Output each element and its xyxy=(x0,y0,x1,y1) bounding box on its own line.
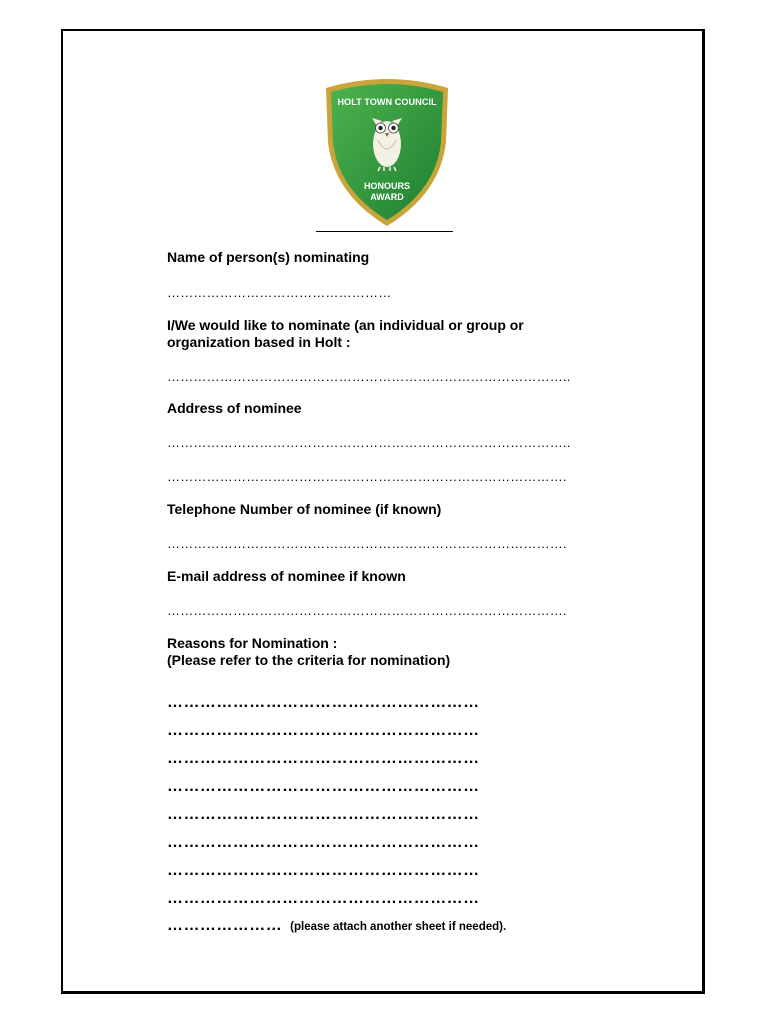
logo-title: HOLT TOWN COUNCIL xyxy=(337,97,437,107)
attach-note: (please attach another sheet if needed). xyxy=(290,921,507,933)
address-label: Address of nominee xyxy=(167,400,302,416)
logo-award: AWARD xyxy=(370,192,404,202)
telephone-label: Telephone Number of nominee (if known) xyxy=(167,501,442,517)
reasons-line[interactable]: ………………………………………………… xyxy=(167,778,480,795)
reasons-line[interactable]: ………………………………………………… xyxy=(167,834,480,851)
logo-underline xyxy=(316,231,453,232)
nominator-field[interactable]: …………………………………………… xyxy=(167,285,392,300)
reasons-label: Reasons for Nomination : xyxy=(167,635,338,651)
nominator-label: Name of person(s) nominating xyxy=(167,249,370,265)
address-field-2[interactable]: ………………………………………………………………………………. xyxy=(167,469,567,484)
address-field-1[interactable]: ……………………………………………………………………………….. xyxy=(167,435,571,450)
reasons-line[interactable]: ………………………………………………… xyxy=(167,694,480,711)
nominee-field[interactable]: ……………………………………………………………………………….. xyxy=(167,369,571,384)
email-label: E-mail address of nominee if known xyxy=(167,568,406,584)
reasons-line[interactable]: ………………………………………………… xyxy=(167,890,480,907)
reasons-last-line[interactable] xyxy=(167,917,506,936)
nominate-label-line2: organization based in Holt : xyxy=(167,334,351,350)
holt-town-council-logo xyxy=(320,74,454,230)
reasons-line[interactable]: ………………………………………………… xyxy=(167,750,480,767)
reasons-line[interactable]: ………………………………………………… xyxy=(167,722,480,739)
email-field[interactable]: ………………………………………………………………………………. xyxy=(167,603,567,618)
logo-honours: HONOURS xyxy=(363,181,411,191)
nominate-label-line1: I/We would like to nominate (an individual or group or xyxy=(167,317,524,333)
reasons-line[interactable]: ………………………………………………… xyxy=(167,806,480,823)
reasons-last-dots[interactable]: ………………… xyxy=(167,917,283,934)
telephone-field[interactable]: ………………………………………………………………………………. xyxy=(167,536,567,551)
reasons-line[interactable]: ………………………………………………… xyxy=(167,862,480,879)
reasons-sublabel: (Please refer to the criteria for nomination) xyxy=(167,652,451,668)
